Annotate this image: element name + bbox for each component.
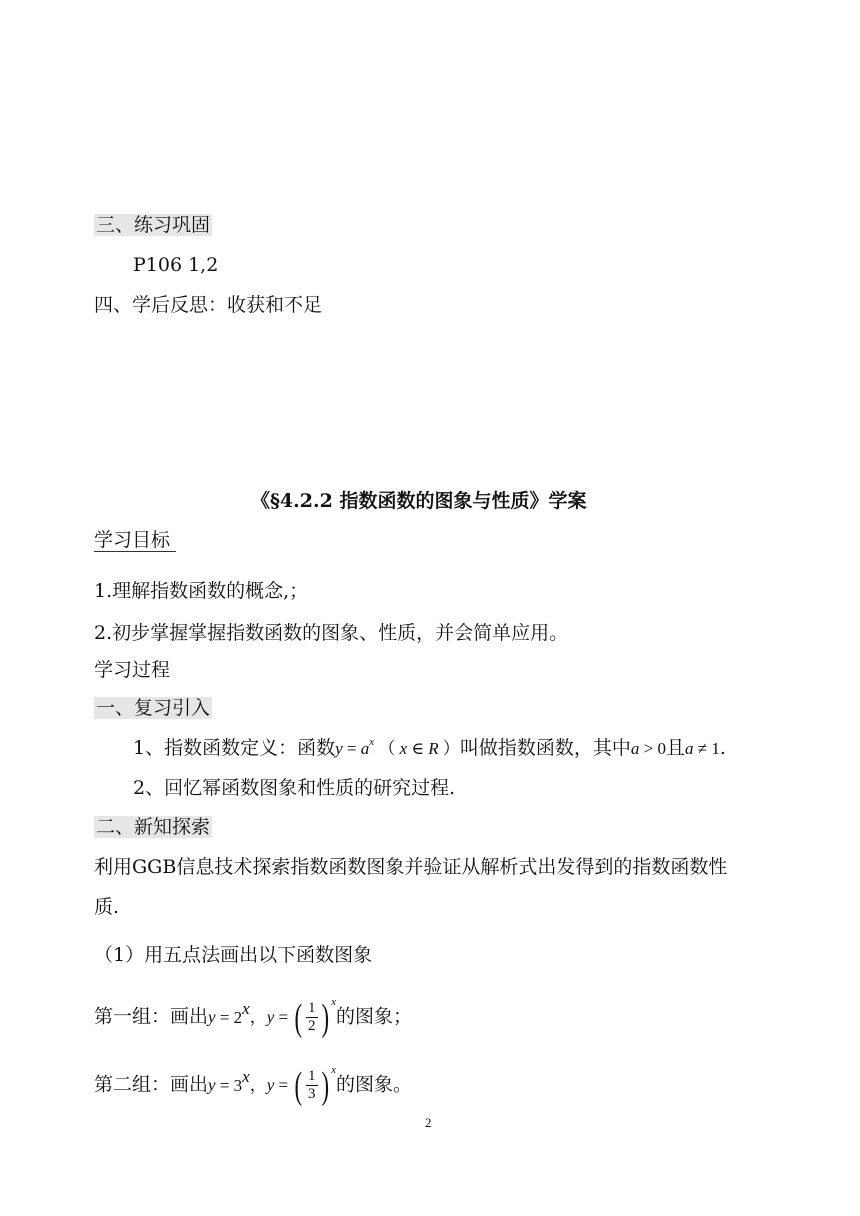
formula-a-gt-0: a [630, 739, 640, 758]
process-heading: 学习过程 [94, 659, 171, 681]
formula-y-eq-half-pow-x: y [266, 1007, 275, 1027]
formula-x-in-R: x [399, 739, 408, 758]
document-title: 《§4.2.2 指数函数的图象与性质》学案 [251, 490, 587, 512]
explore-paragraph-line-1: 利用GGB信息技术探索指数函数图象并验证从解析式出发得到的指数函数性 [94, 856, 728, 878]
recall-line: 2、回忆幂函数图象和性质的研究过程. [133, 777, 456, 799]
formula-y-eq-third-pow-x: y [266, 1075, 275, 1095]
definition-line: 1、指数函数定义：函数$y = a^x$ （ x ∈ R ）叫做指数函数，其中a > 0且a ≠ 1. [133, 736, 726, 759]
goal-item-2: 2.初步掌握掌握指数函数的图象、性质，并会简单应用。 [94, 622, 569, 644]
group-2-line: 第二组：画出$y = 3^x$，y = ( $\frac{1}{3}$ ) $^x$的图象。 [94, 1063, 413, 1107]
task-1: （1）用五点法画出以下函数图象 [94, 944, 373, 966]
formula-y-eq-3-pow-x: y [208, 1075, 216, 1095]
explore-paragraph-line-2: 质. [94, 896, 120, 918]
section-4-heading: 四、学后反思：收获和不足 [94, 294, 323, 316]
section-3-heading: 三、练习巩固 [96, 214, 211, 236]
group-1-line: 第一组：画出$y = 2^x$，y = ( $\frac{1}{2}$ ) $^x$的图象； [94, 995, 413, 1039]
exercise-reference: P106 1,2 [133, 254, 219, 276]
goals-heading: 学习目标 [94, 527, 176, 553]
formula-y-eq-2-pow-x: y [208, 1007, 216, 1027]
page-number: 2 [425, 1115, 432, 1130]
section-2-heading: 二、新知探索 [96, 816, 211, 838]
section-1-heading: 一、复习引入 [96, 697, 211, 719]
goal-item-1: 1.理解指数函数的概念,； [94, 580, 309, 602]
formula-a-neq-1: a [685, 739, 694, 758]
formula-y-eq-a-pow-x: y [335, 739, 343, 758]
